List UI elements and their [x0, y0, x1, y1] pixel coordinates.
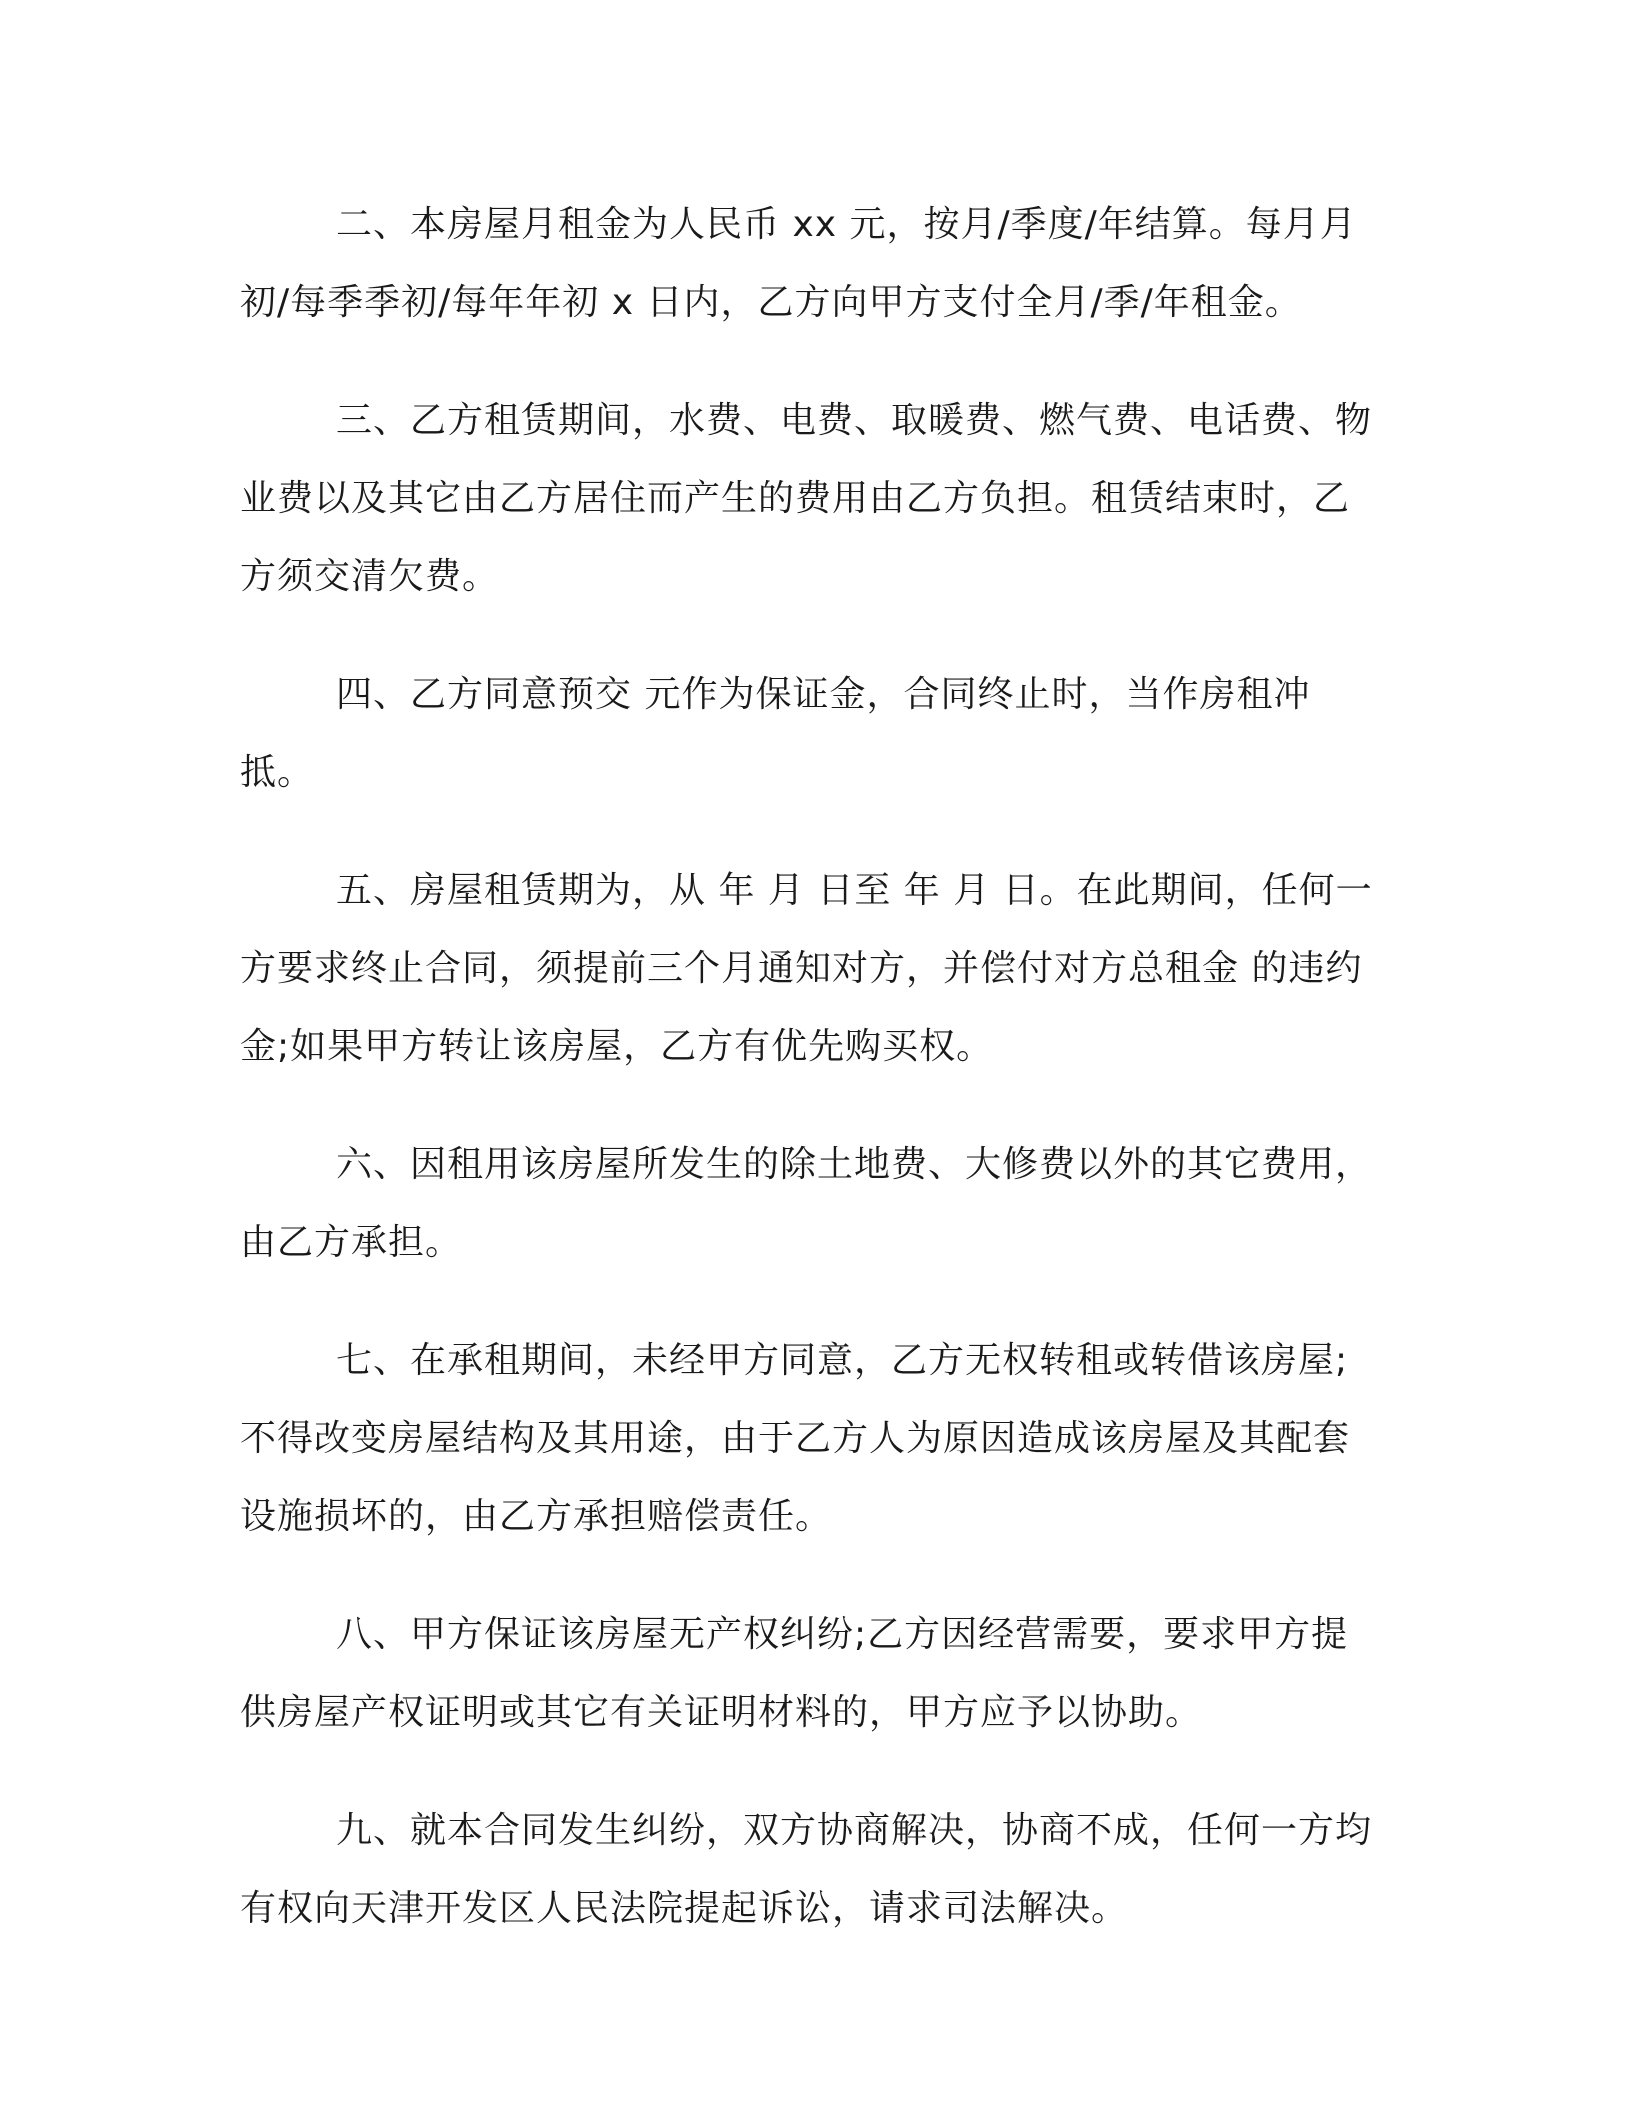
- clause-8: 八、甲方保证该房屋无产权纠纷;乙方因经营需要，要求甲方提供房屋产权证明或其它有关证明材料的，甲方应予以协助。: [240, 1614, 1349, 1733]
- clause-4: 四、乙方同意预交 元作为保证金，合同终止时，当作房租冲抵。: [240, 674, 1311, 793]
- clause-9: 九、就本合同发生纠纷，双方协商解决，协商不成，任何一方均有权向天津开发区人民法院提起诉讼，请求司法解决。: [240, 1810, 1373, 1929]
- clause-5: 五、房屋租赁期为，从 年 月 日至 年 月 日。在此期间，任何一方要求终止合同，须提前三个月通知对方，并偿付对方总租金 的违约金;如果甲方转让该房屋，乙方有优先购买权。: [240, 870, 1373, 1067]
- clause-7: 七、在承租期间，未经甲方同意，乙方无权转租或转借该房屋;不得改变房屋结构及其用途，由于乙方人为原因造成该房屋及其配套设施损坏的，由乙方承担赔偿责任。: [240, 1340, 1351, 1537]
- clause-2: 二、本房屋月租金为人民币 xx 元，按月/季度/年结算。每月月初/每季季初/每年年初 x 日内，乙方向甲方支付全月/季/年租金。: [240, 204, 1357, 323]
- clause-3: 三、乙方租赁期间，水费、电费、取暖费、燃气费、电话费、物业费以及其它由乙方居住而产生的费用由乙方负担。租赁结束时，乙方须交清欠费。: [240, 400, 1373, 597]
- clause-6: 六、因租用该房屋所发生的除土地费、大修费以外的其它费用，由乙方承担。: [240, 1144, 1373, 1263]
- contract-body: [240, 186, 1380, 1988]
